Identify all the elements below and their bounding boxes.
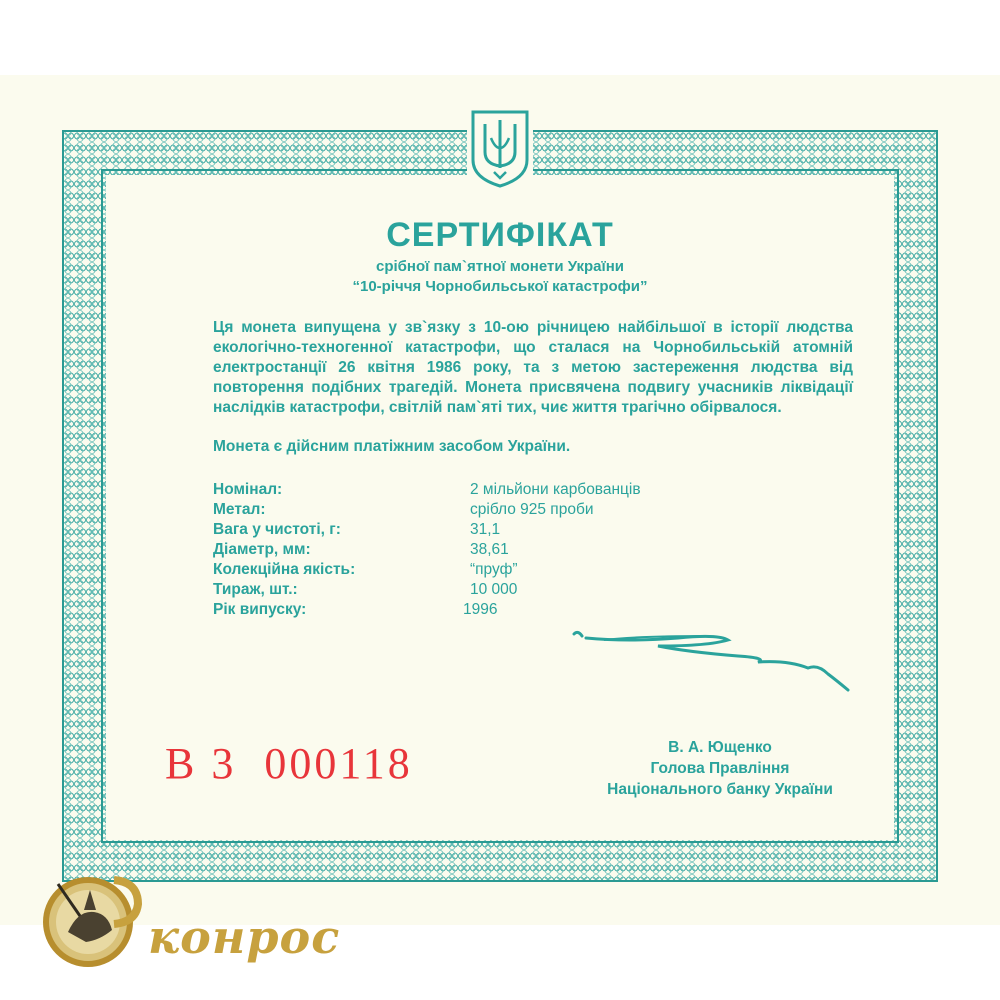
description-text: Ця монета випущена у зв`язку з 10-ою річницею найбільшої в історії людства екологічно-техногенної катастрофи, що сталася на Чорнобильській атомній електростанції 26 квітня 1986 року, та з метою застереження людства від повторення подібних трагедій. Монета присвячена подвигу учасників ліквідації наслідків катастрофи, світлій пам`яті тих, чиє життя трагічно обірвалося. bbox=[213, 319, 853, 416]
spec-value: срібло 925 проби bbox=[470, 501, 594, 518]
signer-name: В. А. Ющенко bbox=[668, 739, 772, 756]
spec-label: Вага у чистоті, г: bbox=[213, 521, 341, 538]
serial-number: В 3 000118 bbox=[165, 739, 413, 788]
signer-organization: Національного банку України bbox=[607, 781, 833, 798]
spec-label: Тираж, шт.: bbox=[213, 581, 298, 598]
certificate-title: СЕРТИФІКАТ bbox=[386, 216, 614, 254]
spec-value: 38,61 bbox=[470, 541, 509, 558]
spec-label: Номінал: bbox=[213, 481, 283, 498]
certificate-subtitle: срібної пам`ятної монети України bbox=[375, 258, 625, 275]
spec-value: 10 000 bbox=[470, 581, 518, 598]
legal-tender-note: Монета є дійсним платіжним засобом України. bbox=[213, 438, 571, 455]
spec-label: Колекційна якість: bbox=[213, 561, 356, 578]
spec-value: 1996 bbox=[463, 601, 498, 618]
spec-row-mintage bbox=[213, 580, 713, 600]
coin-name: “10-річчя Чорнобильської катастрофи” bbox=[352, 278, 648, 295]
spec-value: “пруф” bbox=[470, 561, 518, 578]
spec-row-quality bbox=[213, 560, 713, 580]
spec-row-metal bbox=[213, 500, 713, 520]
spec-row-diameter bbox=[213, 540, 713, 560]
watermark-logo-text: конрос bbox=[148, 910, 341, 964]
spec-row-weight bbox=[213, 520, 713, 540]
handwritten-signature bbox=[568, 620, 858, 700]
spec-value: 31,1 bbox=[470, 521, 501, 538]
specifications-list bbox=[213, 480, 713, 620]
signer-block bbox=[570, 737, 870, 800]
spec-row-year bbox=[213, 600, 713, 620]
spec-value: 2 мільйони карбованців bbox=[470, 481, 641, 498]
spec-row-denomination bbox=[213, 480, 713, 500]
rider-medallion-icon bbox=[28, 860, 158, 980]
signer-title: Голова Правління bbox=[650, 760, 790, 777]
spec-label: Рік випуску: bbox=[213, 601, 307, 618]
trident-emblem-icon bbox=[467, 108, 533, 188]
description-paragraph bbox=[213, 318, 853, 418]
spec-label: Метал: bbox=[213, 501, 266, 518]
spec-label: Діаметр, мм: bbox=[213, 541, 311, 558]
